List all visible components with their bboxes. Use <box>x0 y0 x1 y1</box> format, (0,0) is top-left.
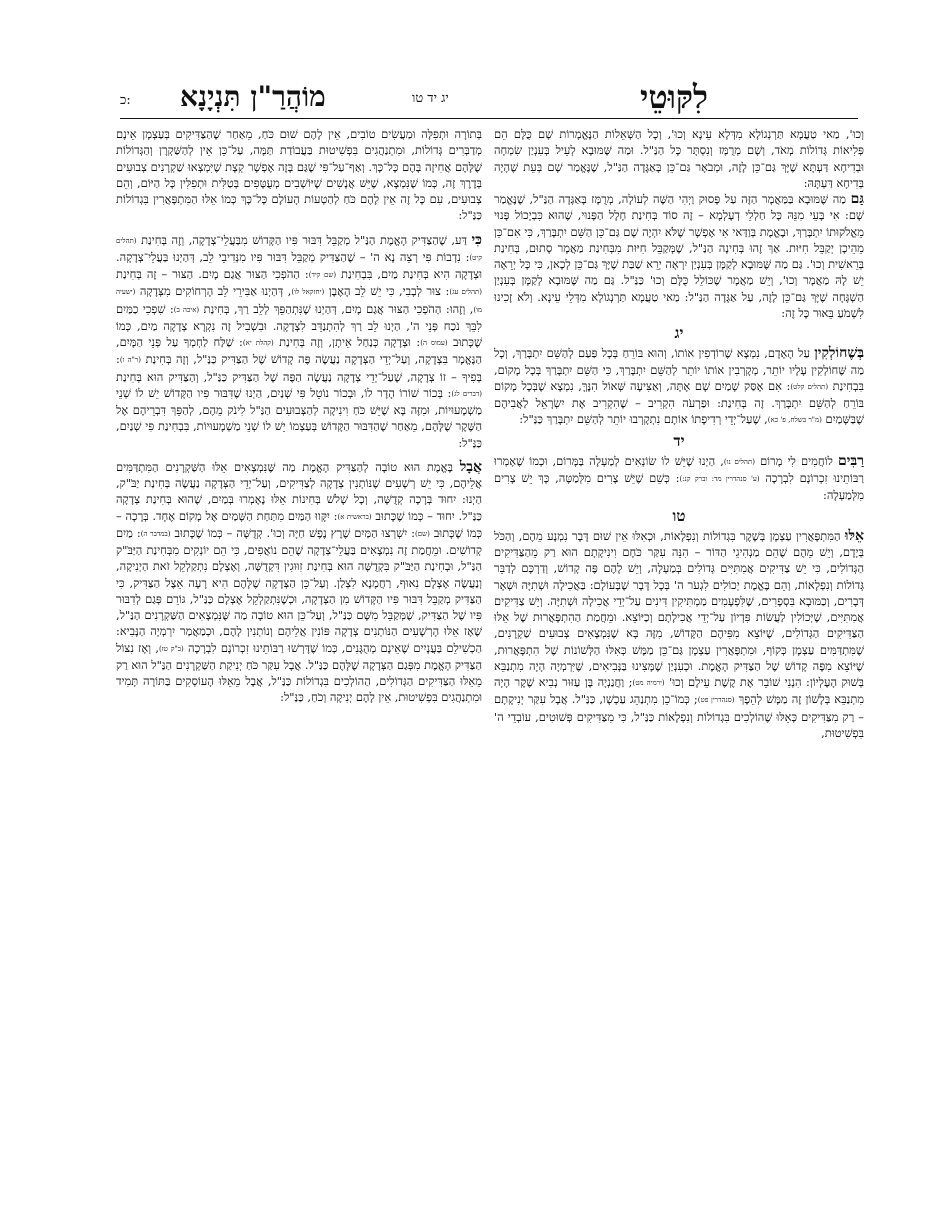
paragraph-text: : צוּר לְבָבִי, כִּי יֵשׁ לֵב הָאֶבֶן <box>328 284 450 299</box>
section-number-14: יד <box>673 431 685 450</box>
section-number-13: יג <box>674 324 684 342</box>
paragraph-text: : נִדְבוֹת פִּי רְצֵה נָא ה' – שֶׁהַצַּדִּיק מְקַבֵּל דִּבּוּר פִּיו מִנְּדִיבֵי לֵב, דְּהַיְנוּ בַּעֲלֵי־צְדָקָה. וּצְדָקָה הִיא בְּחִינַת מַיִם, בִּבְחִינַת <box>116 249 483 281</box>
paragraph-text: בֶּאֱמֶת הוּא טוֹבָה לְהַצַּדִּיק הָאֱמֶת מַה שֶּׁנִּמְצָאִים אֵלּוּ הַשַּׁקְרָנִים הַמִּתְדַּמִּים אֲלֵיהֶם, כִּי יֵשׁ רְשָׁעִים שֶׁנּוֹתְנִין צְדָקָה לְצַדִּיקִים, וְעַל־יְדֵי הַצְּדָקָה נַעֲשֶׂה בְּחִינַת יַבֹּ"ק, הַיְנוּ: יִחוּד בְּרָכָה קְדֻשָּׁה, וְכָל שָׁלֹשׁ בְּחִינוֹת אֵלּוּ נֶאֶמְרוּ בְּמַיִם, שֶׁהוּא בְּחִינַת צְדָקָה כַּנַּ"ל. יִחוּד – כְּמוֹ שֶׁכָּתוּב <box>116 459 482 523</box>
paragraph-lead-word: רַבִּים <box>837 452 864 469</box>
right-text-column <box>494 126 864 741</box>
running-section-numbers: יג יד טו <box>412 91 449 106</box>
paragraph-text: : וּצְדָקָה כְּנַחַל אֵיתָן, וְזֶה בְּחִינַת <box>279 335 421 349</box>
continued-paragraph: וְכוּ', מַאי טַעֲמָא תַּרְנְגוֹלָא מִדְּלָא עֵינָא וְכוּ', וְכָל הַשְּׁאֵלוֹת הַנֶּאֱמָרוֹת שָׁם כֻּלָּם הֵם פְּלִיאוֹת גְּדוֹלוֹת מְאֹד, וְשָׁם מְרֻמָּז וְנִסְתָּר כָּל הַנַּ"ל. וּמַה שֶּׁמּוּבָא לְעֵיל בְּעִנְיַן שִׂמְחָה וּבְדִיחָא דַּעְתָּא שֶׁיָּךְ גַּם־כֵּן לָזֶה, וּמְבֹאָר גַּם־כֵּן בָּאַגָּדָה הַנַּ"ל, שֶׁנֶּאֱמַר שָׁם בְּעֵת שֶׁהָיָה בְּדִיחָא דַּעְתָּהּ: <box>494 127 864 190</box>
section-14-paragraph <box>494 453 864 504</box>
source-citation: (עמוס ה) <box>420 339 448 347</box>
source-citation: (תהלים עג) <box>449 288 482 297</box>
paragraph-text: ; כְּמוֹ־כֵן מִתְנַהֵג עַכְשָׁו, כַּנַּ"ל. אֲבָל עִקַּר יְנִיקָתָם – רַק מִצַּדִּיקִים כָּאֵלּוּ שֶׁהוֹלְכִים בִּגְדוֹלוֹת וְנִפְלָאוֹת כַּנַּ"ל, כִּי מִצַּדִּיקִים פְּשׁוּטִים, עוֹבְדֵי ה' בִּפְשִׁיטוּת, <box>494 692 864 740</box>
paragraph-spacer <box>116 224 482 232</box>
running-title-book: מוֹהֲרַ"ן תִּנְיָנָא <box>180 80 326 113</box>
paragraph-text: , דְּהַיְנוּ אַבִּירֵי לֵב הָרְחוֹקִים מִצְּדָקָה <box>139 284 292 299</box>
section-number-15: טו <box>672 506 686 525</box>
source-citation: (סנהדרין פט) <box>697 696 735 705</box>
source-citation: (יחזקאל לו) <box>291 288 325 297</box>
page-folio: כ: <box>120 93 131 108</box>
paragraph-text: ; וַחֲנַנְיָה בֶּן עַזּוּר נְבִיא שֶׁקֶר הָיָה מִתְנַבֵּא בְּלָשׁוֹן זֶה מַמָּשׁ לְהֵפֶךְ <box>494 675 865 707</box>
paragraph-text: , הַיְנוּ שֶׁיֵּשׁ לוֹ שׂוֹנְאִים לְמַעְלָה בַּמָּרוֹם, וּכְמוֹ שֶׁאָמְרוּ רַבּוֹתֵינוּ זִכְרוֹנָם לִבְרָכָה <box>494 453 864 485</box>
paragraph-text: מַה שֶּׁמּוּבָא בַּמַּאֲמָר הַזֶּה עַל פָּסוּק וַיְהִי הַשֶּׁה לְעוֹלָה, מְרֻמָּז בָּאַגָּדָה הַנַּ"ל, שֶׁנֶּאֱמַר שָׁם: אִי בָּעֵי מִנֵּהּ כָּל חַלְלֵי דְעָלְמָא – זֶה סוֹד בְּחִינַת חָלָל הַפָּנוּי, שֶׁהוּא כִּבְיָכוֹל פָּנוּי מֵאֱלֹקוּתוֹ יִתְבָּרַךְ, וּבֶאֱמֶת בְּוַדַּאי אִי אֶפְשָׁר שֶׁלֹּא יִהְיֶה שָׁם גַּם־כֵּן הַשֵּׁם יִתְבָּרַךְ, כִּי אִם־כֵּן מֵהֵיכָן יְקַבֵּל חִיּוּת. אַךְ זֶהוּ בְּחִינָה הַנַּ"ל, שֶׁמְּקַבֵּל חִיּוּת מִבְּחִינַת מַאֲמָר סָתוּם, בְּחִינַת בְּרֵאשִׁית וְכוּ'. גַּם מַה שֶּׁמּוּבָא לְקַמָּן בְּעִנְיַן יִרְאָה יְרֵא שַׁבַּת שֶׁיָּךְ גַּם־כֵּן לְכָאן, כִּי כָּל יְרֵאָה יֵשׁ לָהּ מַאֲמָר וְכוּ', וְיֵשׁ מַאֲמָר שֶׁכּוֹלֵל כֻּלָּם וְכוּ' כַּנַּ"ל. גַּם מַה שֶּׁמּוּבָא לְקַמָּן בְּעִנְיַן הַשְׁגָּחָה שֶׁיָּךְ גַּם־כֵּן לָזֶה, עַל אַגָּדָה הַנַּ"ל: מַאי טַעֲמָא תַּרְנְגוֹלָא מִדְּלֵי עֵינָא. וְלֹא זָכִינוּ לִשְׁמֹעַ בֵּאוּר כָּל זֶה: <box>494 192 864 320</box>
source-citation: (ישעיה מו) <box>116 288 483 314</box>
gam-paragraph <box>494 191 864 321</box>
paragraph-text: : מַיִם קְדוֹשִׁים. וּמֵחֲמַת זֶה נִמְצָאִים בַּעֲלֵי־צְדָקָה שֶׁהֵם נוֹאֲפִים, כִּי הֵם יוֹנְקִים מִבְּחִינַת הַיַּבֹּ"ק הַנַּ"ל, וּבְחִינַת הַיַּבֹּ"ק בִּקְדֻשָּׁה הוּא בְּחִינַת זִוּוּגִין דִּקְדֻשָּׁה, וְאֶצְלָם נִתְקַלְקֵל זֹאת הַיְנִיקָה, וְנַעֲשֶׂה אֶצְלָם נִאוּף, רַחֲמָנָא לִצְלַן. וְעַל־כֵּן הַצְּדָקָה שֶׁלָּהֶם הִיא רָעָה אֵצֶל הַצַּדִּיק, כִּי הַצַּדִּיק מְקַבֵּל דִּבּוּר פִּיו הַקָּדוֹשׁ מִן הַצְּדָקָה, וּכְשֶׁנִּתְקַלְקֵל אֶצְלָם כַּנַּ"ל, גּוֹרֵם פְּגַם לְדִבּוּר פִּיו שֶׁל הַצַּדִּיק, שֶׁמְּקַבֵּל מִשָּׁם כַּנַּ"ל, וְעַל־כֵּן הוּא טוֹבָה מַה שֶּׁנִּמְצָאִים הַשַּׁקְרָנִים הַנַּ"ל, שֶׁאָז אֵלּוּ הָרְשָׁעִים הַנּוֹתְנִים צְדָקָה פּוֹנִין אֲלֵיהֶם וְנוֹתְנִין לָהֶם, וּכְמַאֲמַר יִרְמְיָה הַנָּבִיא: הַכְשִׁילֵם בַּעֲנָיִים שֶׁאֵינָם מְהֻגָּנִים, כְּמוֹ שֶׁדָּרְשׁוּ רַבּוֹתֵינוּ זִכְרוֹנָם לִבְרָכָה <box>116 525 483 655</box>
left-text-column <box>116 126 482 706</box>
header-rule <box>120 118 858 119</box>
paragraph-text: : יִקָּווּ הַמַּיִם מִתַּחַת הַשָּׁמַיִם אֶל מָקוֹם אֶחָד. בְּרָכָה – כְּמוֹ שֶׁכָּתוּב <box>116 508 483 540</box>
paragraph-lead-word: בְּשֶׁחוֹלְקִין <box>814 345 865 362</box>
paragraph-text: לוֹחֲמִים לִי מָרוֹם <box>760 453 833 468</box>
paragraph-text: דַּע, שֶׁהַצַּדִּיק הָאֱמֶת הַנַּ"ל מְקַבֵּל דִּבּוּר פִּיו הַקָּדוֹשׁ מִבַּעֲלֵי־צְדָקָה, וְזֶה בְּחִינַת <box>141 232 467 247</box>
source-citation: (ר"ה ו) <box>119 356 141 365</box>
running-title-likutei: לִקּוּטֵי <box>640 78 708 116</box>
source-citation: (ירמיה מט) <box>632 679 665 687</box>
paragraph-text: , וְאָז נִצּוֹל הַצַּדִּיק הָאֱמֶת מִפְּגַם הַצְּדָקָה שֶׁלָּהֶם כַּנַּ"ל. אֲבָל עִקַּר כֹּחַ יְנִיקַת הַשַּׁקְרָנִים הַנַּ"ל הוּא רַק מֵאֵלּוּ הַצַּדִּיקִים הַגְּדוֹלִים, הַהוֹלְכִים בִּגְדוֹלוֹת כַּנַּ"ל, אֲבָל מֵאֵלּוּ הָעוֹסְקִים בַּתּוֹרָה תָּמִיד וּמִתְנַהֲגִים בִּפְשִׁיטוּת, אֵין לָהֶם יְנִיקָה וְכֹחַ, כַּנַּ"ל: <box>116 640 482 705</box>
source-citation: (תהלים קלט) <box>790 382 829 391</box>
section-13-paragraph <box>494 345 864 428</box>
source-citation: (תהלים נו) <box>723 457 755 466</box>
paragraph-text: : אִם אֶסַּק שָׁמַיִם שָׁם אָתָּה, וְאַצִּיעָה שְּׁאוֹל הִנֶּךָּ, נִמְצָא שֶׁבְּכָל מָקוֹם בּוֹרֵחַ לְהַשֵּׁם יִתְבָּרַךְ. זֶה בְּחִינַת: וּפַרְעֹה הִקְרִיב – שֶׁהִקְרִיב אֶת יִשְׂרָאֵל לַאֲבִיהֶם שֶׁבַּשָּׁמַיִם <box>494 378 864 427</box>
paragraph-lead-word: כִּי <box>471 231 483 248</box>
continued-paragraph: בְּתוֹרָה וּתְפִלָּה וּמַעֲשִׂים טוֹבִים, אֵין לָהֶם שׁוּם כֹּחַ, מֵאַחַר שֶׁהַצַּדִּיקִים בְּעַצְמָן אֵינָם מְדַבְּרִים גְּדוֹלוֹת, וּמִתְנַהֲגִים בִּפְשִׁיטוּת בַּעֲבוֹדַת תַּמָּה, עַל־כֵּן אֵין לְהַשַּׁקְרָן וְהַגְּדוֹלוֹת שֶׁלָּהֶם אֲחִיזָה בָּהֶם כָּל־כָּךְ. וְאַף־עַל־פִּי שֶׁגַּם בָּזֶה אֶפְשָׁר קְצָת שֶׁיִּמְצְאוּ שַׁקְרָנִים צְבוּעִים בְּדֶרֶךְ זֶה, כְּמוֹ שֶׁנִּמְצָא, שֶׁיֵּשׁ אֲנָשִׁים שֶׁיּוֹשְׁבִים מְעֻטָּפִים בְּטַלִּית וּתְפִלִּין כָּל הַיּוֹם, וְהֵם צְבוּעִים, עִם כָּל זֶה אֵין לָהֶם כֹּחַ לְהַטְעוֹת הָעוֹלָם כָּל־כָּךְ כְּמוֹ אֵלּוּ הַמִּתְפָּאֲרִין בִּגְדוֹלוֹת כַּנַּ"ל: <box>116 127 482 223</box>
paragraph-text: : בְּפִיךָ – זוֹ צְדָקָה, שֶׁעַל־יְדֵי צְדָקָה נַעֲשֶׂה הַפֶּה שֶׁל הַצַּדִּיק כַּנַּ"ל, וְהַצַּדִּיק הוּא בְּחִינַת <box>116 352 482 384</box>
source-citation: (תהלים קיט) <box>116 236 482 262</box>
source-citation: (ב"ק טז) <box>158 644 184 653</box>
paragraph-lead-word: גַּם <box>850 191 864 207</box>
paragraph-text: : הַהֹפְכִי הַצּוּר אֲגַם מָיִם. הַצּוּר – זֶה בְּחִינַת <box>116 267 309 281</box>
source-citation: (מ"ר בשלח, פ' כא) <box>767 416 822 425</box>
source-citation: (קהלת יא) <box>242 339 274 347</box>
paragraph-text: הַמִּתְפָּאֲרִין עַצְמָן בְּשֶׁקֶר בִּגְדוֹלוֹת וְנִפְלָאוֹת, וּכְאִלּוּ אֵין שׁוּם דָּבָר נִמְנָע מֵהֶם, וְהַכֹּל בְּיָדָם, וְיֵשׁ מֵהֶם שֶׁהֵם מַנְהִיגֵי הַדּוֹר – הִנֵּה עִקַּר כֹּחָם וִינִיקָתָם הוּא רַק מֵהַצַּדִּיקִים הַגְּדוֹלִים, כִּי יֵשׁ צַדִּיקִים אֲמִתִּיִּים גְּדוֹלִים בְּמַעְלָה, וְיֵשׁ לָהֶם פֶּה קָדוֹשׁ, וְדַרְכָּם לְדַבֵּר גְּדוֹלוֹת וְנִפְלָאוֹת, וְהֵם בֶּאֱמֶת יְכוֹלִים לִגְעֹר ה' בְּכָל דָּבָר שֶׁבָּעוֹלָם: בַּאֲכִילָה וּשְׁתִיָּה וּשְׁאָר דְּבָרִים, וְכַמּוּבָא בִּסְפָרִים, שֶׁלִּפְעָמִים מַמְתִּיקִין דִּינִים עַל־יְדֵי אֲכִילָה וּשְׁתִיָּה. וְיֵשׁ צַדִּיקִים אֲמִתִּיִּים, שֶׁיְּכוֹלִין לַעֲשׂוֹת פִּדְיוֹן עַל־יְדֵי אֲכִילָתָם וְכַיּוֹצֵא. וּמֵחֲמַת הַהִתְפָּאֲרוּת שֶׁל אֵלּוּ הַצַּדִּיקִים הַגְּדוֹלִים, שֶׁיּוֹצֵא מִפִּיהֶם הַקָּדוֹשׁ, מִזֶּה בָּא שֶׁנִּמְצָאִים צְבוּעִים שַׁקְרָנִים, שֶׁמִּתְדַּמִּים עַצְמָן כְּקוֹף, וּמִתְפָּאֲרִין עַצְמָן גַּם־כֵּן מַמָּשׁ כְּאִלּוּ הַלְּשׁוֹנוֹת שֶׁל הִתְפָּאֲרוּת, שֶׁיּוֹצֵא מִפֶּה קָדוֹשׁ שֶׁל הַצַּדִּיק הָאֱמֶת. וּכְעִנְיַן שֶׁמָּצִינוּ בַּנְּבִיאִים, שֶׁיִּרְמְיָה הָיָה מִתְנַבֵּא בְּשׁוּק הָעֶלְיוֹן: הִנְנִי שׁוֹבֵר אֶת קֶשֶׁת עֵילָם וְכוּ' <box>494 528 864 689</box>
paragraph-spacer <box>116 451 482 459</box>
paragraph-text: : יִשְׁרְצוּ הַמַּיִם שֶׁרֶץ נֶפֶשׁ חַיָּה וְכוּ'. קְדֻשָּׁה – כְּמוֹ שֶׁכָּתוּב <box>174 525 416 540</box>
source-citation: (שם) <box>415 529 430 538</box>
paragraph-lead-word: אֵלּוּ <box>844 527 864 544</box>
section-15-paragraph <box>494 528 864 741</box>
source-citation: (ע' סנהדרין מד: וברק קנ:) <box>679 475 760 483</box>
ki-paragraph <box>116 232 482 451</box>
paragraph-text: : בְּכוֹר שׁוֹרוֹ הָדָר לוֹ, וּבְכוֹר נוֹטֵל פִּי שְׁנַיִם, הַיְנוּ שֶׁדִּבּוּר פִּיו הַקָּדוֹשׁ יֵשׁ לוֹ שְׁנֵי מַשְׁמָעוּיוֹת, וּמִזֶּה בָּא שֶׁיֵּשׁ כֹּחַ וִינִיקָה לְהַצְּבוּעִים הַנַּ"ל לִינֹק מֵהֶם, לְהַפֵּךְ דִּבְרֵיהֶם אֶל הַשֶּׁקֶר שֶׁלָּהֶם, מֵאַחַר שֶׁהַדִּבּוּר הַקָּדוֹשׁ בְּעַצְמוֹ יֵשׁ לוֹ שְׁנֵי מַשְׁמָעוּיוֹת, בִּבְחִינַת פִּי שְׁנַיִם, כַּנַּ"ל: <box>116 385 482 450</box>
source-citation: (בראשית א) <box>337 512 372 521</box>
paragraph-text: עַל הָאָדָם, נִמְצָא שֶׁרוֹדְפִין אוֹתוֹ, וְהוּא בּוֹרֵחַ בְּכָל פַּעַם לְהַשֵּׁם יִתְבָּרַךְ, וְכָל מַה שֶּׁחוֹלְקִין עָלָיו יוֹתֵר, מְקָרְבִין אוֹתוֹ יוֹתֵר לְהַשֵּׁם יִתְבָּרַךְ, כִּי הַשֵּׁם יִתְבָּרַךְ בְּכָל מָקוֹם, בִּבְחִינַת <box>494 346 864 393</box>
source-citation: (שם קיד) <box>308 271 337 279</box>
source-citation: (דברים לג) <box>451 389 482 398</box>
paragraph-text: : כְּשֵׁם שֶׁיֵּשׁ צָרִים מִלְּמַטָּה, כָּךְ יֵשׁ צָרִים מִלְּמַעְלָה: <box>494 471 864 503</box>
paragraph-text: : שַׁלַּח לַחְמְךָ עַל פְּנֵי הַמָּיִם, הַנֶּאֱמָר בִּצְדָקָה, וְעַל־יְדֵי הַצְּדָקָה נַעֲשֶׂה פֶּה קָדוֹשׁ שֶׁל הַצַּדִּיק כַּנַּ"ל, וְזֶה בְּחִינַת <box>116 335 483 367</box>
paragraph-text: , שֶׁעַל־יְדֵי רְדִיפָתוֹ אוֹתָם נִתְקָרְבוּ יוֹתֵר לְהַשֵּׁם יִתְבָּרַךְ כַּנַּ"ל: <box>519 412 768 427</box>
aval-paragraph <box>116 459 482 706</box>
paragraph-text: , וְזֶהוּ: הַהֹפְכִי הַצּוּר אֲגַם מָיִם, דְּהַיְנוּ שֶׁנִּתְהַפֵּךְ לְלֵב רַךְ, בְּחִינַת <box>203 301 474 316</box>
paragraph-lead-word: אֲבָל <box>459 458 482 475</box>
source-citation: (במדבר ה) <box>140 529 171 538</box>
source-citation: (איכה ב) <box>173 305 200 314</box>
paragraph-text: : שִׁפְכִי כַמַּיִם לִבֵּךְ נֹכַח פְּנֵי ה', הַיְנוּ לֵב רַךְ לְהִתְנַדֵּב לִצְדָקָה. וּבִשְׁבִיל זֶה נִקְרָא צְדָקָה מַיִם, כְּמוֹ שֶׁכָּתוּב <box>116 301 483 349</box>
